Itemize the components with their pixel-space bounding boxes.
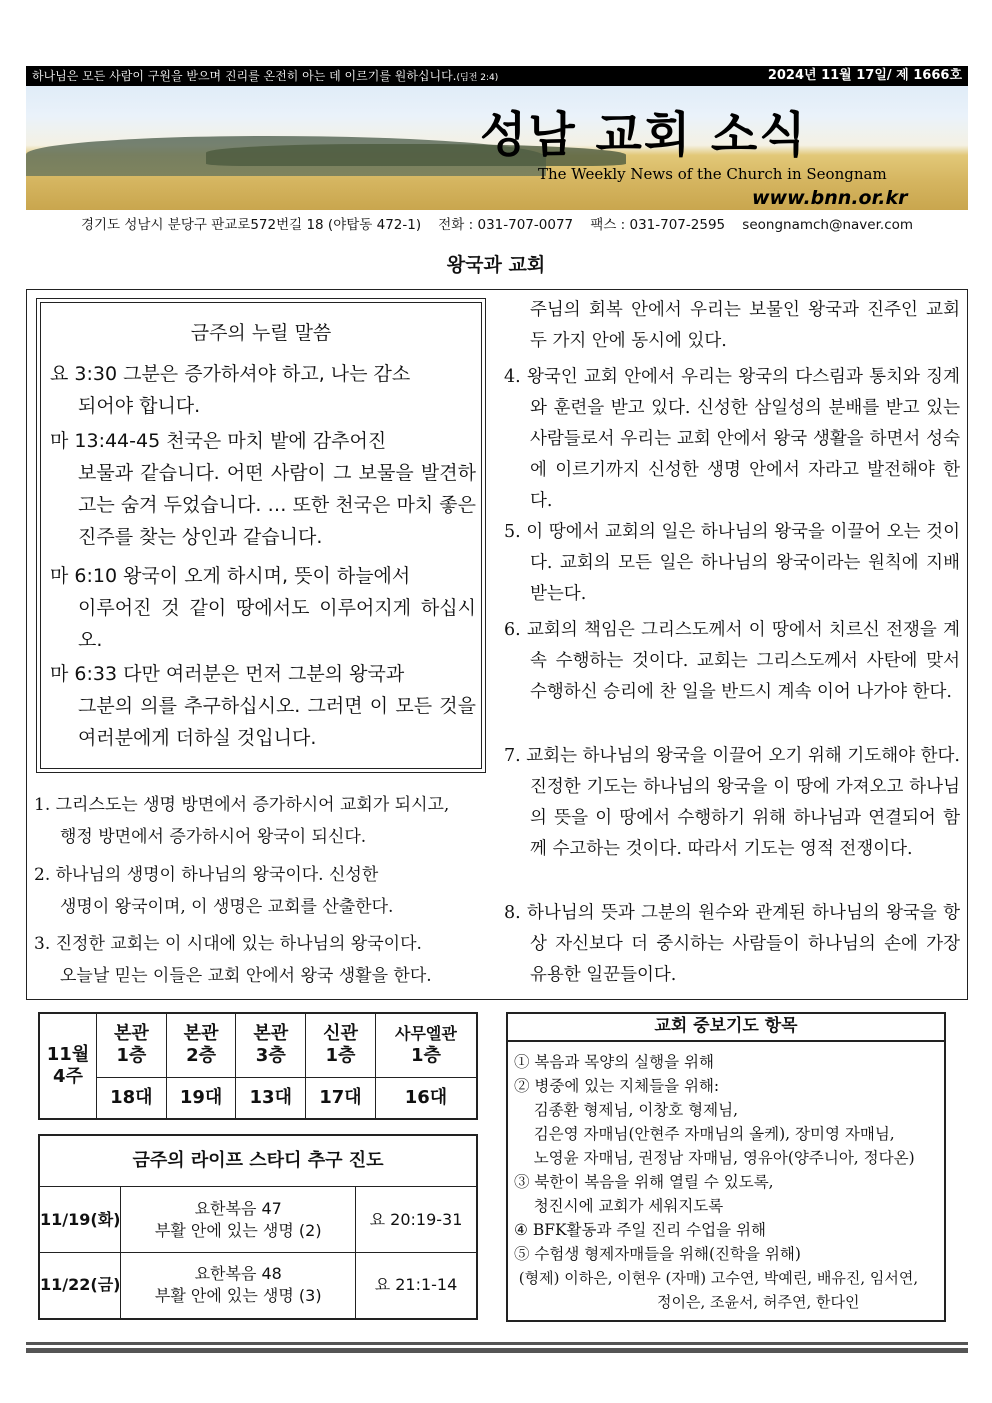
schedule-count: 18대 <box>97 1077 167 1119</box>
study-date: 11/22(금) <box>39 1253 121 1319</box>
life-study-title: 금주의 라이프 스타디 추구 진도 <box>39 1135 477 1187</box>
verse-item: 마 6:10 왕국이 오게 하시며, 뜻이 하늘에서 이루어진 것 같이 땅에서도 이루어지게 하십시오. <box>50 565 476 651</box>
prayer-line: (형제) 이하은, 이현우 (자매) 고수연, 박예린, 배유진, 임서연, <box>514 1269 919 1287</box>
newsletter-subtitle: The Weekly News of the Church in Seongnam <box>538 165 887 183</box>
service-schedule-table <box>38 1012 478 1120</box>
top-bar <box>26 66 968 86</box>
prayer-line: ④ BFK활동과 주일 진리 수업을 위해 <box>514 1221 766 1239</box>
headline: 왕국과 교회 <box>446 254 546 276</box>
schedule-count: 16대 <box>375 1077 477 1119</box>
schedule-week: 11월 4주 <box>39 1013 97 1119</box>
schedule-place: 본관 1층 <box>97 1013 167 1077</box>
prayer-line: 노영윤 자매님, 권정남 자매님, 영유아(양주니아, 정다온) <box>514 1149 915 1167</box>
point-item: 2. 하나님의 생명이 하나님의 왕국이다. 신성한 생명이 왕국이며, 이 생명은 교회를 산출한다. <box>34 865 394 917</box>
prayer-line: 김은영 자매님(안현주 자매님의 올케), 장미영 자매님, <box>514 1125 895 1143</box>
footer-rule <box>26 1348 968 1353</box>
point-item: 5. 이 땅에서 교회의 일은 하나님의 왕국을 이끌어 오는 것이다. 교회의 모든 일은 하나님의 왕국이라는 원칙에 지배받는다. <box>504 522 960 604</box>
prayer-line: ① 복음과 목양의 실행을 위해 <box>514 1053 714 1071</box>
point-item: 8. 하나님의 뜻과 그분의 원수와 관계된 하나님의 왕국을 항상 자신보다 더 중시하는 사람들이 하나님의 손에 가장 유용한 일꾼들이다. <box>504 903 960 985</box>
schedule-place: 본관 2층 <box>166 1013 236 1077</box>
point-item: 7. 교회는 하나님의 왕국을 이끌어 오기 위해 기도해야 한다. 진정한 기도는 하나님의 왕국을 이 땅에 가져오고 하나님의 뜻을 이 땅에서 수행하기 위해 하나님과 연결되어 함께 수고하는 것이다. 따라서 기도는 영적 전쟁이다. <box>504 746 960 859</box>
schedule-place: 본관 3층 <box>236 1013 306 1077</box>
study-topic: 요한복음 47 부활 안에 있는 생명 (2) <box>121 1187 356 1253</box>
church-address: 경기도 성남시 분당구 판교로572번길 18 (야탑동 472-1) 전화 : 031-707-0077 팩스 : 031-707-2595 seongnamch@naver.com <box>80 217 914 233</box>
study-reference: 요 21:1-14 <box>356 1253 478 1319</box>
intro-paragraph: 주님의 회복 안에서 우리는 보물인 왕국과 진주인 교회 두 가지 안에 동시에 있다. <box>530 300 960 351</box>
issue-info: 2024년 11월 17일/ 제 1666호 <box>767 68 962 83</box>
prayer-line: 김종환 형제님, 이창호 형제님, <box>514 1101 739 1119</box>
point-item: 3. 진정한 교회는 이 시대에 있는 하나님의 왕국이다. 오늘날 믿는 이들은 교회 안에서 왕국 생활을 한다. <box>34 934 432 986</box>
schedule-place: 신관 1층 <box>306 1013 376 1077</box>
schedule-count: 19대 <box>166 1077 236 1119</box>
schedule-place: 사무엘관 1층 <box>375 1013 477 1077</box>
point-item: 4. 왕국인 교회 안에서 우리는 왕국의 다스림과 통치와 징계와 훈련을 받고 있다. 신성한 삼일성의 분배를 받고 있는 사람들로서 우리는 교회 안에서 왕국 생활을 하면서 성숙에 이르기까지 신성한 생명 안에서 자라고 발전해야 한다. <box>504 367 960 511</box>
prayer-line: 정이은, 조윤서, 허주연, 한다인 <box>514 1293 860 1311</box>
prayer-line: 청진시에 교회가 세워지도록 <box>514 1197 724 1215</box>
prayer-title: 교회 중보기도 항목 <box>506 1012 946 1042</box>
study-topic: 요한복음 48 부활 안에 있는 생명 (3) <box>121 1253 356 1319</box>
verse-item: 요 3:30 그분은 증가하셔야 하고, 나는 감소 되어야 합니다. <box>50 363 411 417</box>
verse-box-title: 금주의 누릴 말씀 <box>190 322 332 344</box>
prayer-line: ② 병중에 있는 지체들을 위해: <box>514 1077 720 1095</box>
footer-rule <box>26 1342 968 1345</box>
life-study-table <box>38 1134 478 1320</box>
prayer-line: ③ 북한이 복음을 위해 열릴 수 있도록, <box>514 1173 774 1191</box>
website-link[interactable]: www.bnn.or.kr <box>752 187 908 209</box>
study-reference: 요 20:19-31 <box>356 1187 478 1253</box>
newsletter-title: 성남 교회 소식 <box>480 107 808 163</box>
verse-item: 마 13:44-45 천국은 마치 밭에 감추어진 보물과 같습니다. 어떤 사람이 그 보물을 발견하고는 숨겨 두었습니다. … 또한 천국은 마치 좋은 진주를 찾는 상인과 같습니다. <box>50 430 476 548</box>
study-date: 11/19(화) <box>39 1187 121 1253</box>
motto: 하나님은 모든 사람이 구원을 받으며 진리를 온전히 아는 데 이르기를 원하십니다.(딤전 2:4) <box>32 69 499 83</box>
schedule-count: 17대 <box>306 1077 376 1119</box>
point-item: 1. 그리스도는 생명 방면에서 증가하시어 교회가 되시고, 행정 방면에서 증가하시어 왕국이 되신다. <box>34 795 450 847</box>
verse-item: 마 6:33 다만 여러분은 먼저 그분의 왕국과 그분의 의를 추구하십시오. 그러면 이 모든 것을 여러분에게 더하실 것입니다. <box>50 663 476 749</box>
schedule-count: 13대 <box>236 1077 306 1119</box>
point-item: 6. 교회의 책임은 그리스도께서 이 땅에서 치르신 전쟁을 계속 수행하는 것이다. 교회는 그리스도께서 사탄에 맞서 수행하신 승리에 찬 일을 반드시 계속 이어 나가야 한다. <box>504 620 960 702</box>
prayer-line: ⑤ 수험생 형제자매들을 위해(진학을 위해) <box>514 1245 801 1263</box>
